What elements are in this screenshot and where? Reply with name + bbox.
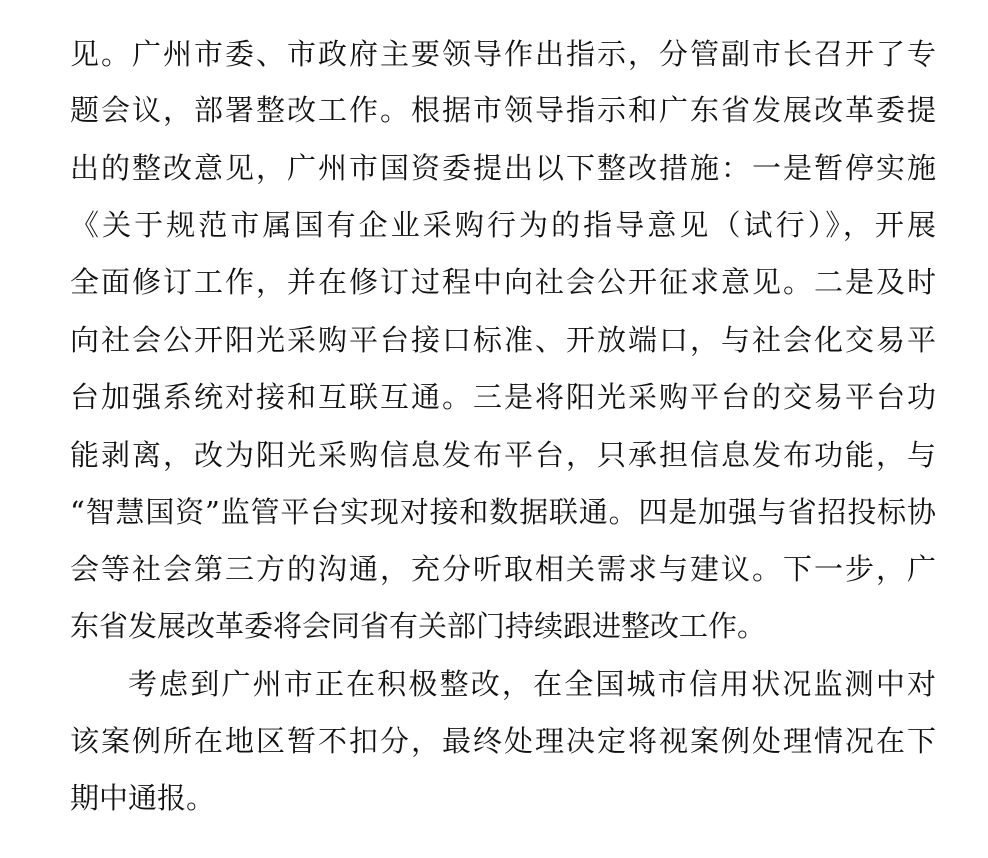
text-line: 见。广州市委、市政府主要领导作出指示，分管副市长召开了专 — [70, 37, 936, 71]
text-line: 该案例所在地区暂不扣分，最终处理决定将视案例处理情况在下 — [70, 724, 936, 758]
text-line: 向社会公开阳光采购平台接口标准、开放端口，与社会化交易平 — [70, 323, 936, 357]
text-line: 能剥离，改为阳光采购信息发布平台，只承担信息发布功能，与 — [70, 438, 936, 472]
text-line: 台加强系统对接和互联互通。三是将阳光采购平台的交易平台功 — [70, 380, 936, 414]
text-line: “智慧国资”监管平台实现对接和数据联通。四是加强与省招投标协 — [70, 495, 936, 529]
text-line: 考虑到广州市正在积极整改，在全国城市信用状况监测中对 — [128, 667, 936, 701]
text-line: 全面修订工作，并在修订过程中向社会公开征求意见。二是及时 — [70, 265, 936, 299]
text-line: 东省发展改革委将会同省有关部门持续跟进整改工作。 — [70, 609, 767, 643]
text-line: 会等社会第三方的沟通，充分听取相关需求与建议。下一步，广 — [70, 552, 936, 586]
text-line: 题会议，部署整改工作。根据市领导指示和广东省发展改革委提 — [70, 93, 936, 127]
text-line: 期中通报。 — [70, 781, 216, 815]
text-line: 出的整改意见，广州市国资委提出以下整改措施：一是暂停实施 — [70, 151, 936, 185]
text-line: 《关于规范市属国有企业采购行为的指导意见（试行）》，开展 — [70, 208, 936, 242]
